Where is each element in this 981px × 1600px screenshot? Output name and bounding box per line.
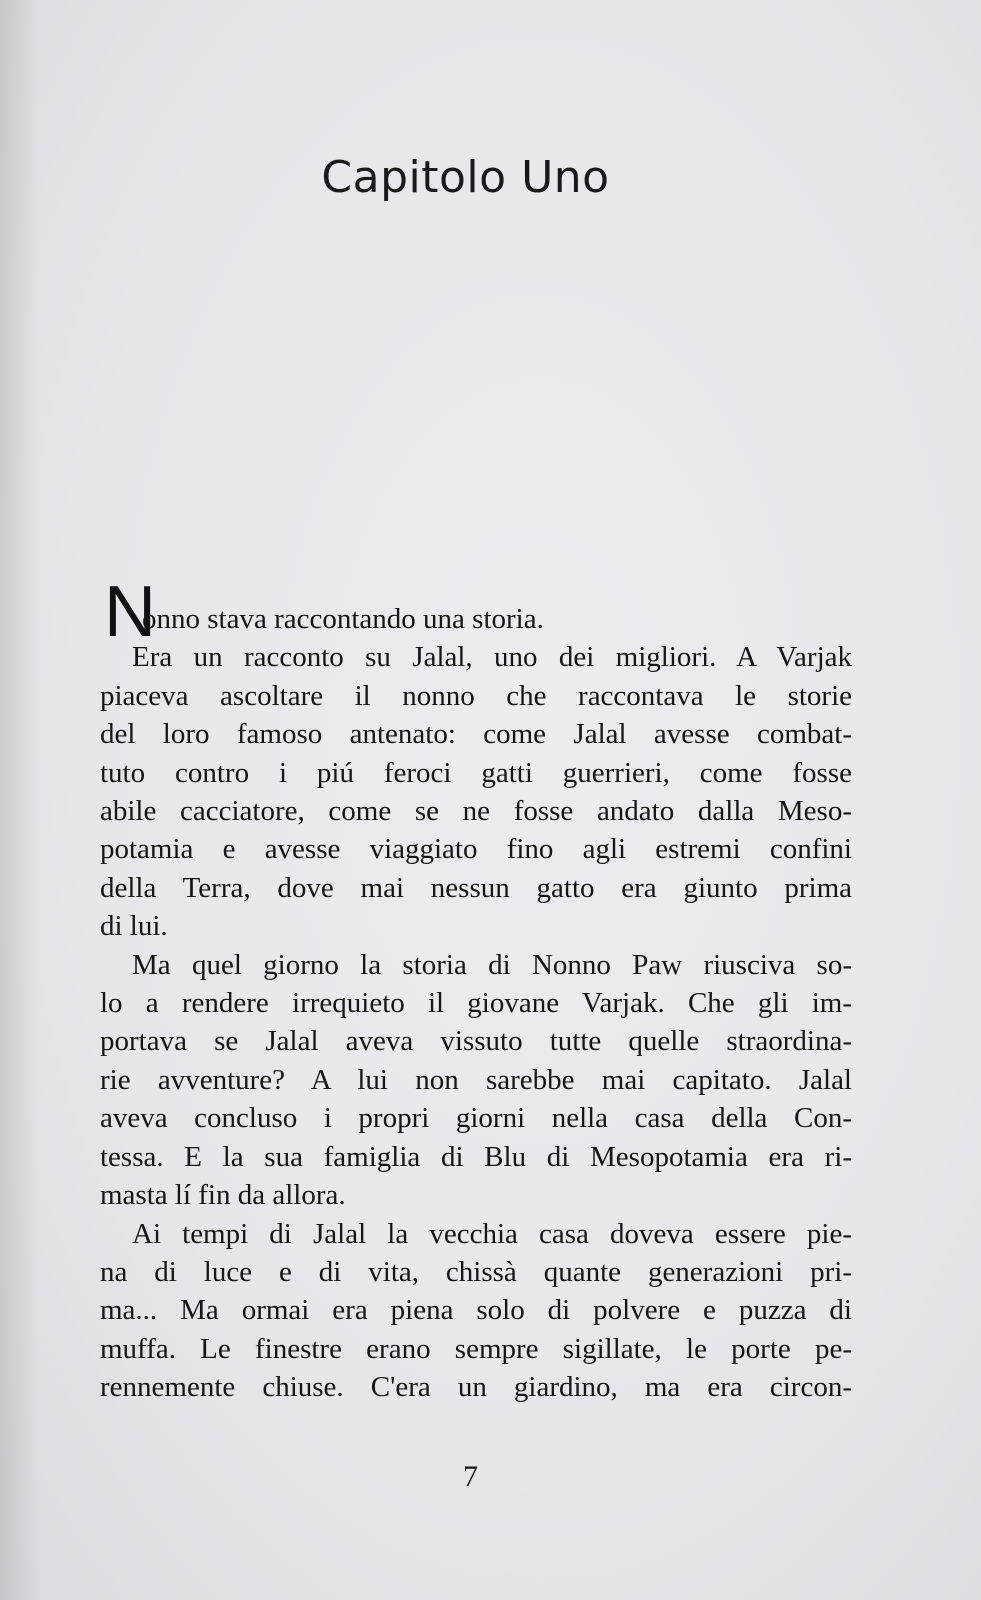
text-line: tessa. E la sua famiglia di Blu di Mesopotamia era ri- (100, 1140, 852, 1173)
drop-cap: N (104, 572, 156, 652)
text-line: rie avventure? A lui non sarebbe mai capitato. Jalal (100, 1063, 852, 1096)
text-line: lo a rendere irrequieto il giovane Varjak. Che gli im- (100, 987, 852, 1020)
text-line: masta lí fin da allora. (100, 1179, 346, 1212)
text-line: na di luce e di vita, chissà quante generazioni pri- (100, 1255, 852, 1288)
text-line: ma... Ma ormai era piena solo di polvere e puzza di (100, 1294, 852, 1327)
body-text (100, 600, 852, 1407)
spine-shadow (0, 0, 40, 1600)
text-line: muffa. Le finestre erano sempre sigillate, le porte pe- (100, 1332, 852, 1365)
text-line: potamia e avesse viaggiato fino agli estremi confini (100, 833, 852, 866)
text-line: di lui. (100, 910, 168, 943)
text-line: Era un racconto su Jalal, uno dei migliori. A Varjak (132, 641, 852, 674)
text-line: della Terra, dove mai nessun gatto era giunto prima (100, 871, 852, 904)
chapter-title: Capitolo Uno (321, 152, 610, 203)
page-number: 7 (463, 1460, 478, 1493)
text-line: aveva concluso i propri giorni nella casa della Con- (100, 1102, 852, 1135)
text-line: onno stava raccontando una storia. (142, 603, 544, 635)
text-line: portava se Jalal aveva vissuto tutte quelle straordina- (100, 1025, 852, 1058)
text-line: tuto contro i piú feroci gatti guerrieri, come fosse (100, 756, 852, 789)
text-line: del loro famoso antenato: come Jalal avesse combat- (100, 718, 852, 751)
text-line: piaceva ascoltare il nonno che raccontava le storie (100, 679, 852, 712)
text-line: Ma quel giorno la storia di Nonno Paw riusciva so- (132, 948, 852, 981)
text-line: Ai tempi di Jalal la vecchia casa doveva essere pie- (132, 1217, 852, 1250)
text-line: rennemente chiuse. C'era un giardino, ma era circon- (100, 1371, 852, 1404)
text-line: abile cacciatore, come se ne fosse andato dalla Meso- (100, 795, 852, 828)
